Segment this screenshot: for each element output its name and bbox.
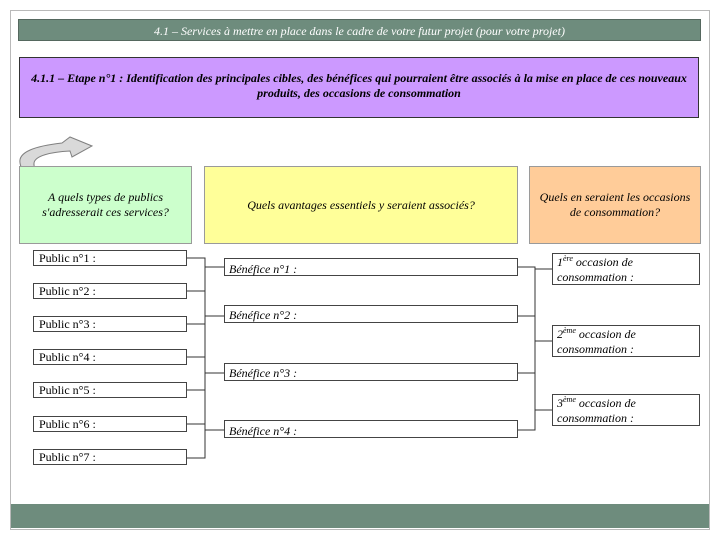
public-field-1[interactable]: Public n°1 : [33, 250, 187, 266]
benefits-question-box [204, 166, 518, 244]
benefit-field-4[interactable]: Bénéfice n°4 : [224, 420, 518, 438]
occasion-label: occasion de consommation : [557, 396, 636, 425]
occasion-field-2[interactable] [552, 325, 700, 357]
public-field-5[interactable]: Public n°5 : [33, 382, 187, 398]
benefit-field-3[interactable]: Bénéfice n°3 : [224, 363, 518, 381]
public-field-4[interactable]: Public n°4 : [33, 349, 187, 365]
section-header: 4.1 – Services à mettre en place dans le cadre de votre futur projet (pour votre projet) [18, 19, 701, 41]
occasion-number: 2 [557, 327, 563, 341]
step-title-box: 4.1.1 – Etape n°1 : Identification des principales cibles, des bénéfices qui pourraient être associés à la mise en place de ces nouveaux produits, des occasions de consommation [19, 57, 699, 118]
occasion-ordinal: ère [563, 254, 573, 263]
benefits-question-text: Quels avantages essentiels y seraient associés? [247, 197, 475, 212]
occasion-number: 3 [557, 396, 563, 410]
occasion-label: occasion de consommation : [557, 255, 634, 284]
public-field-3[interactable]: Public n°3 : [33, 316, 187, 332]
public-field-7[interactable]: Public n°7 : [33, 449, 187, 465]
occasions-question-box [529, 166, 701, 244]
benefit-field-1[interactable]: Bénéfice n°1 : [224, 258, 518, 276]
footer-bar [11, 504, 709, 528]
public-field-6[interactable]: Public n°6 : [33, 416, 187, 432]
occasion-field-3[interactable] [552, 394, 700, 426]
occasions-question-text: Quels en seraient les occasions de consommation? [539, 190, 691, 219]
benefit-field-2[interactable]: Bénéfice n°2 : [224, 305, 518, 323]
occasion-ordinal: ème [563, 395, 576, 404]
publics-question-text: A quels types de publics s'adresserait ces services? [42, 190, 169, 219]
publics-question-box [19, 166, 192, 244]
occasion-ordinal: ème [563, 326, 576, 335]
occasion-number: 1 [557, 255, 563, 269]
public-field-2[interactable]: Public n°2 : [33, 283, 187, 299]
occasion-field-1[interactable] [552, 253, 700, 285]
occasion-label: occasion de consommation : [557, 327, 636, 356]
